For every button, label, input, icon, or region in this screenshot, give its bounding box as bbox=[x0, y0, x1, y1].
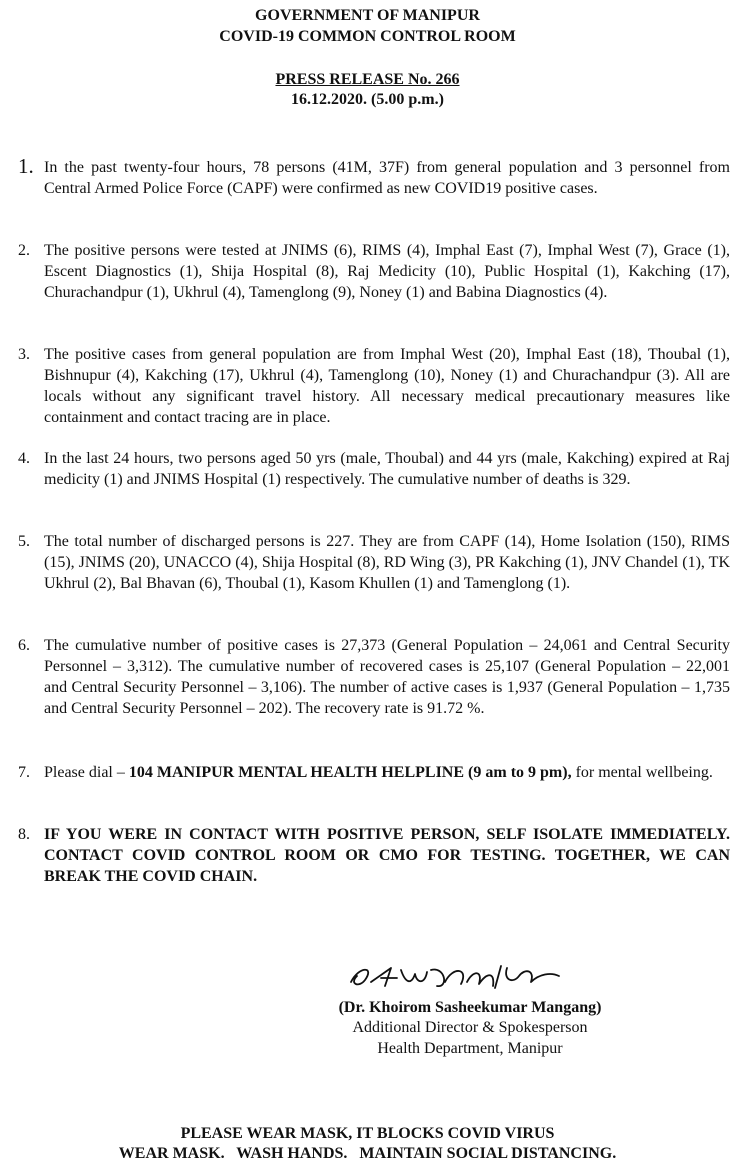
item-number: 6. bbox=[18, 637, 30, 654]
press-release-date: 16.12.2020. (5.00 p.m.) bbox=[291, 91, 444, 108]
item-text: In the past twenty-four hours, 78 persons (41M, 37F) from general population and 3 personnel from Central Armed Police Force (CAPF) were confirmed as new COVID19 positive cases. bbox=[44, 159, 730, 197]
item-text: IF YOU WERE IN CONTACT WITH POSITIVE PERSON, SELF ISOLATE IMMEDIATELY. CONTACT COVID CONTROL ROOM OR CMO FOR TESTING. TOGETHER, WE CAN BREAK THE COVID CHAIN. bbox=[44, 826, 730, 885]
list-item bbox=[18, 762, 730, 783]
signatory-name: (Dr. Khoirom Sasheekumar Mangang) bbox=[338, 999, 602, 1016]
control-room-title: COVID-19 COMMON CONTROL ROOM bbox=[219, 28, 516, 45]
list-item bbox=[18, 154, 730, 199]
item-number: 4. bbox=[18, 450, 30, 467]
item-text-pre: Please dial – bbox=[44, 764, 129, 781]
item-text: The total number of discharged persons is 227. They are from CAPF (14), Home Isolation (150), RIMS (15), JNIMS (20), UNACCO (4), Shija Hospital (8), RD Wing (3), PR Kakching (1), JNV Chandel (1), TK Ukhrul (2), Bal Bhavan (6), Thoubal (1), Kasom Khullen (1) and Tamenglong (1). bbox=[44, 533, 730, 592]
item-text: The positive persons were tested at JNIMS (6), RIMS (4), Imphal East (7), Imphal West (7), Grace (1), Escent Diagnostics (1), Shija Hospital (8), Raj Medicity (10), Public Hospital (1), Kakching (17), Churachandpur (1), Ukhrul (4), Tamenglong (9), Noney (1) and Babina Diagnostics (4). bbox=[44, 242, 730, 301]
item-number: 5. bbox=[18, 533, 30, 550]
item-number: 1. bbox=[18, 154, 34, 178]
list-item bbox=[18, 240, 730, 303]
list-item bbox=[18, 531, 730, 594]
helpline-text: 104 MANIPUR MENTAL HEALTH HELPLINE (9 am to 9 pm), bbox=[128, 764, 572, 781]
item-text: The positive cases from general population are from Imphal West (20), Imphal East (18), Thoubal (1), Bishnupur (4), Kakching (17), Ukhrul (4), Tamenglong (10), Noney (1) and Churachandpur (3). All are locals without any significant travel history. All necessary medical precautionary measures like containment and contact tracing are in place. bbox=[44, 346, 730, 426]
item-text-post: for mental wellbeing. bbox=[571, 764, 713, 781]
item-number: 3. bbox=[18, 346, 30, 363]
press-release-number: PRESS RELEASE No. 266 bbox=[275, 71, 460, 88]
government-title: GOVERNMENT OF MANIPUR bbox=[255, 7, 480, 24]
list-item bbox=[18, 344, 730, 428]
item-number: 2. bbox=[18, 242, 30, 259]
signature-image bbox=[345, 960, 575, 992]
list-item bbox=[18, 635, 730, 719]
item-text: In the last 24 hours, two persons aged 50 yrs (male, Thoubal) and 44 yrs (male, Kakching) expired at Raj medicity (1) and JNIMS Hospital (1) respectively. The cumulative number of deaths is 329. bbox=[44, 450, 730, 488]
footer-safety-notice: WEAR MASK. WASH HANDS. MAINTAIN SOCIAL DISTANCING. bbox=[118, 1145, 617, 1162]
signatory-designation: Additional Director & Spokesperson bbox=[352, 1019, 588, 1036]
item-text: The cumulative number of positive cases is 27,373 (General Population – 24,061 and Central Security Personnel – 3,312). The cumulative number of recovered cases is 25,107 (General Population – 22,001 and Central Security Personnel – 3,106). The number of active cases is 1,937 (General Population – 1,735 and Central Security Personnel – 202). The recovery rate is 91.72 %. bbox=[44, 637, 730, 717]
list-item bbox=[18, 448, 730, 490]
item-number: 7. bbox=[18, 764, 30, 781]
item-number: 8. bbox=[18, 826, 30, 843]
list-item bbox=[18, 824, 730, 887]
footer-mask-notice: PLEASE WEAR MASK, IT BLOCKS COVID VIRUS bbox=[180, 1125, 555, 1142]
signatory-department: Health Department, Manipur bbox=[377, 1040, 563, 1057]
